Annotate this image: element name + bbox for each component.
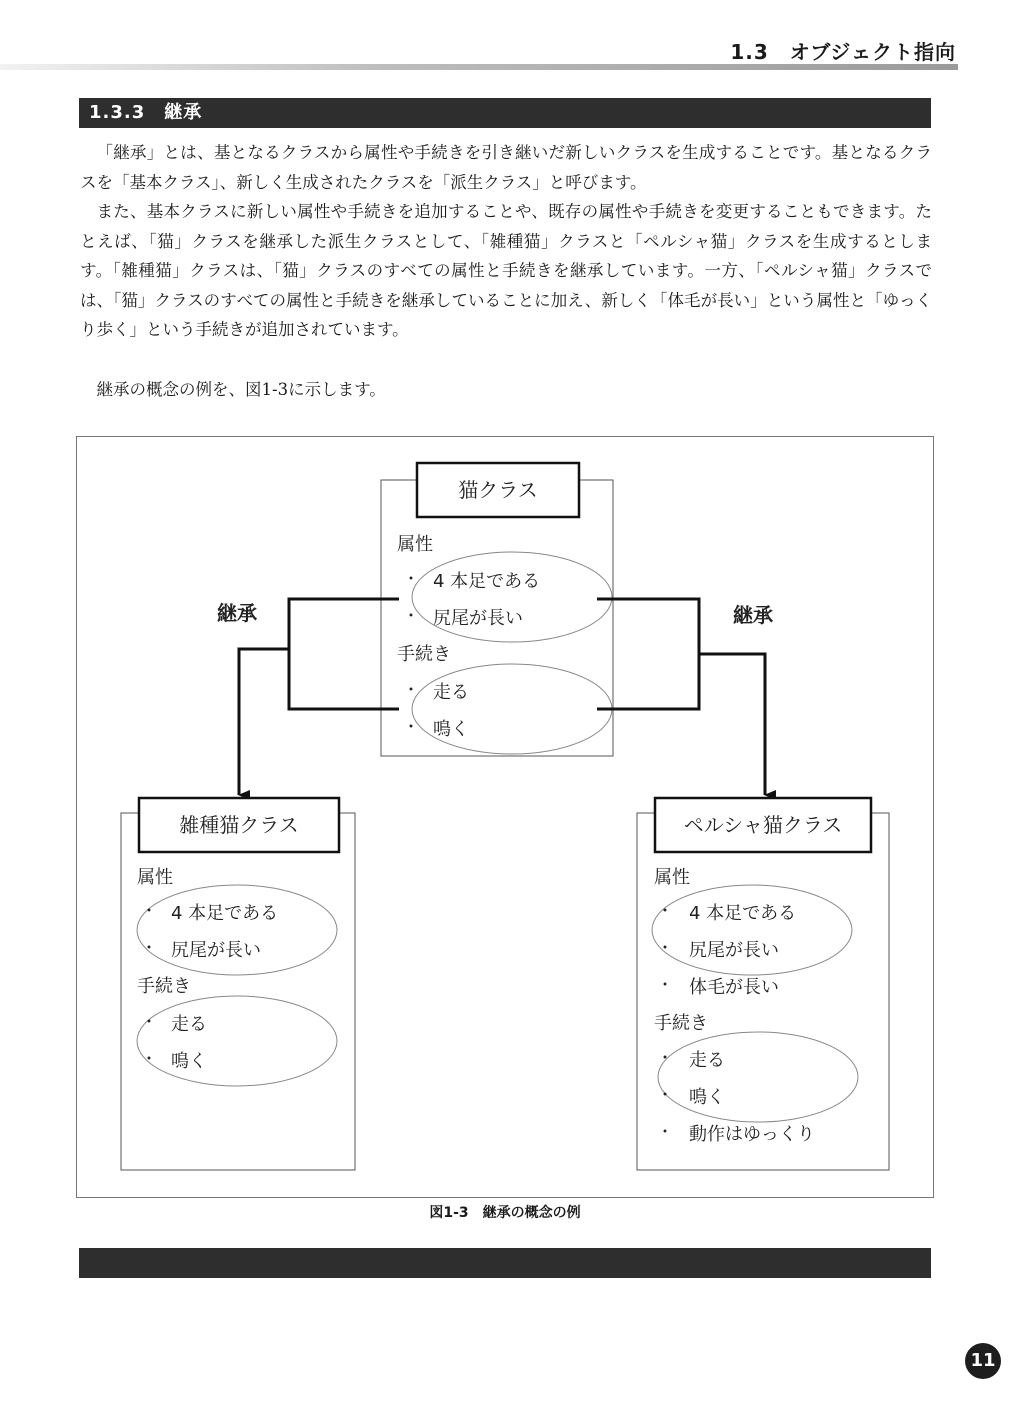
- right-class-proc-bullet: ・: [657, 1048, 674, 1067]
- inheritance-diagram: [77, 437, 935, 1199]
- paragraph-2: [80, 197, 932, 345]
- inherit-label-right: 継承: [733, 603, 773, 627]
- paragraph-3-text: 継承の概念の例を、図1-3に示します。: [96, 380, 386, 399]
- right-class-procedures-label: 手続き: [654, 1013, 708, 1034]
- base-class-attr-bullet: ・: [403, 569, 420, 588]
- base-class-attr-2: 尻尾が長い: [433, 608, 523, 629]
- left-inheritance-bracket: [289, 599, 399, 709]
- base-class-proc-bullet: ・: [403, 680, 420, 699]
- right-inheritance-bracket: [597, 599, 699, 709]
- right-class-proc-1: 走る: [689, 1050, 725, 1071]
- base-class-attr-bullet: ・: [403, 606, 420, 625]
- right-class-attr-bullet: ・: [657, 938, 674, 957]
- right-class-attr-1: 4 本足である: [689, 903, 797, 924]
- left-class-proc-2: 鳴く: [171, 1051, 207, 1072]
- left-class-attr-2: 尻尾が長い: [171, 940, 261, 961]
- base-class-proc-bullet: ・: [403, 717, 420, 736]
- left-class-name: 雑種猫クラス: [179, 813, 299, 837]
- right-class-proc-2: 鳴く: [689, 1087, 725, 1108]
- page-number-badge: 11: [965, 1343, 1001, 1379]
- right-class-attributes-group: [652, 885, 852, 975]
- footer-bar: [79, 1248, 931, 1278]
- running-header: 1.3 オブジェクト指向: [730, 40, 956, 64]
- right-class-attr-3: 体毛が長い: [689, 977, 779, 998]
- figure-caption: 図1-3 継承の概念の例: [429, 1205, 581, 1221]
- left-class-procedures-group: [137, 996, 337, 1086]
- section-heading: 1.3.3 継承: [79, 98, 931, 128]
- right-inheritance-arrow: [699, 654, 765, 795]
- base-class-proc-1: 走る: [433, 682, 469, 703]
- paragraph-1: [80, 138, 932, 197]
- right-class-proc-bullet: ・: [657, 1122, 674, 1141]
- inherit-label-left: 継承: [217, 601, 257, 625]
- left-class-attributes-group: [137, 885, 337, 975]
- left-class-attr-bullet: ・: [141, 938, 158, 957]
- right-class-proc-bullet: ・: [657, 1085, 674, 1104]
- paragraph-3: [80, 375, 932, 405]
- right-class-attr-bullet: ・: [657, 975, 674, 994]
- right-class-proc-3: 動作はゆっくり: [689, 1124, 815, 1145]
- left-class-proc-1: 走る: [171, 1014, 207, 1035]
- left-class-attr-1: 4 本足である: [171, 903, 279, 924]
- left-class-proc-bullet: ・: [141, 1049, 158, 1068]
- base-class-name: 猫クラス: [458, 478, 538, 502]
- left-class-procedures-label: 手続き: [137, 976, 191, 997]
- right-class-attributes-label: 属性: [654, 867, 690, 888]
- base-class-procedures-group: [412, 664, 612, 754]
- base-class-attr-1: 4 本足である: [433, 571, 541, 592]
- right-class-procedures-group: [658, 1032, 858, 1122]
- left-class-attributes-label: 属性: [137, 867, 173, 888]
- figure-frame: [76, 436, 934, 1198]
- left-inheritance-arrow: [239, 649, 289, 795]
- paragraph-2-text: また、基本クラスに新しい属性や手続きを追加することや、既存の属性や手続きを変更することもできます。たとえば、「猫」クラスを継承した派生クラスとして、「雑種猫」クラスと「ペルシャ猫」クラスを生成するとします。「雑種猫」クラスは、「猫」クラスのすべての属性と手続きを継承しています。一方、「ペルシャ猫」クラスでは、「猫」クラスのすべての属性と手続きを継承していることに加え、新しく「体毛が長い」という属性と「ゆっくり歩く」という手続きが追加されています。: [80, 202, 933, 339]
- left-class-proc-bullet: ・: [141, 1012, 158, 1031]
- base-class-proc-2: 鳴く: [433, 719, 469, 740]
- right-class-attr-bullet: ・: [657, 901, 674, 920]
- right-class-attr-2: 尻尾が長い: [689, 940, 779, 961]
- header-rule: [0, 64, 958, 70]
- left-class-attr-bullet: ・: [141, 901, 158, 920]
- base-class-procedures-label: 手続き: [397, 644, 451, 665]
- base-class-attributes-label: 属性: [397, 534, 433, 555]
- paragraph-1-text: 「継承」とは、基となるクラスから属性や手続きを引き継いだ新しいクラスを生成することです。基となるクラスを「基本クラス」、新しく生成されたクラスを「派生クラス」と呼びます。: [80, 143, 932, 192]
- right-class-name: ペルシャ猫クラス: [683, 813, 843, 837]
